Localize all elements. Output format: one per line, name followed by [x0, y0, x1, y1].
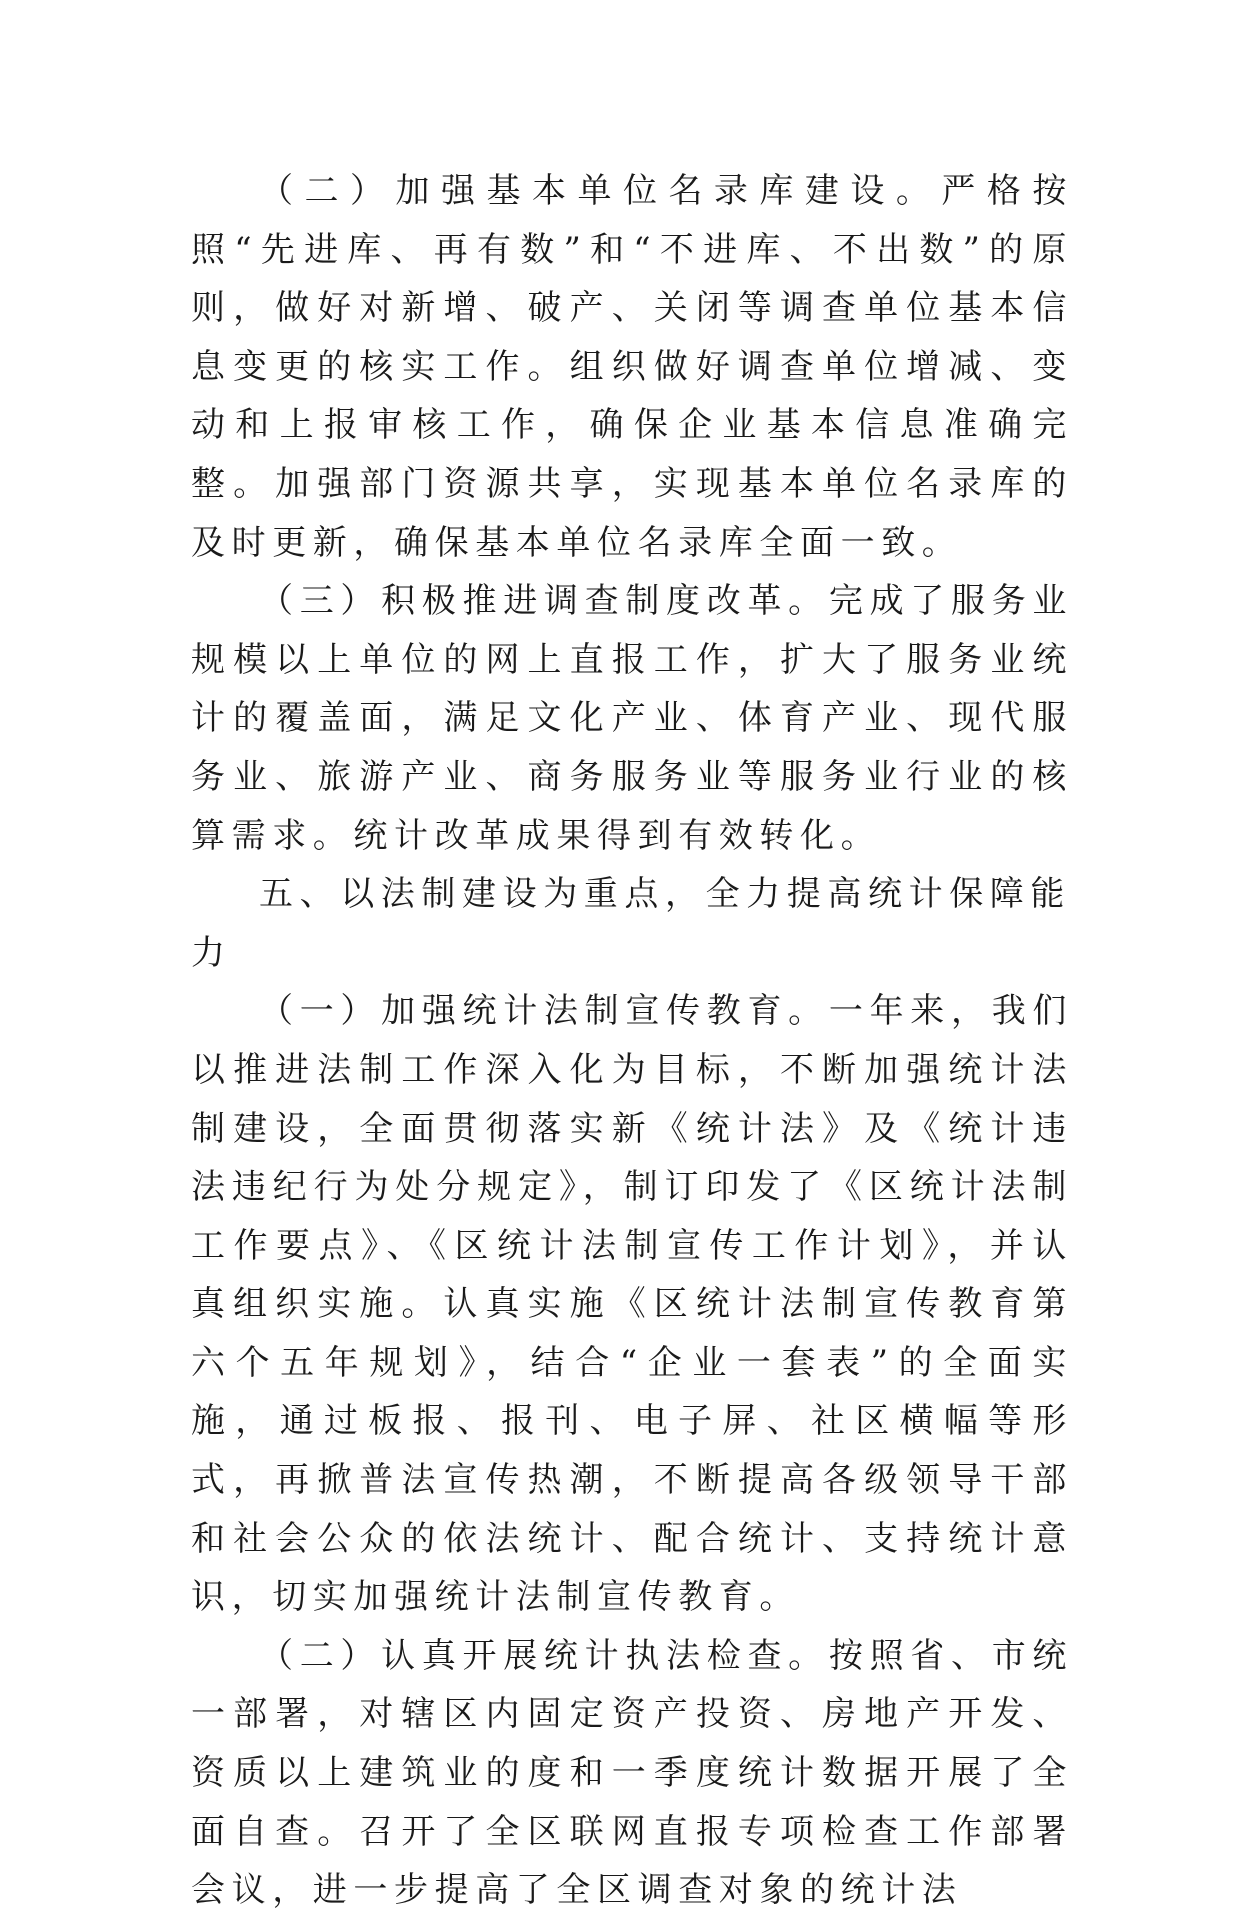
paragraph-law-enforcement: （二）认真开展统计执法检查。按照省、市统一部署，对辖区内固定资产投资、房地产开发、资质以上建筑业的度和一季度统计数据开展了全面自查。召开了全区联网直报专项检查工作部署会议，进一步提高了全区调查对象的统计法 [191, 1635, 1073, 1911]
paragraph-legal-education: （一）加强统计法制宣传教育。一年来，我们以推进法制工作深入化为目标，不断加强统计法制建设，全面贯彻落实新《统计法》及《统计违法违纪行为处分规定》，制订印发了《区统计法制工作要点》、《区统计法制宣传工作计划》，并认真组织实施。认真实施《区统计法制宣传教育第六个五年规划》，结合“企业一套表”的全面实施，通过板报、报刊、电子屏、社区横幅等形式，再掀普法宣传热潮，不断提高各级领导干部和社会公众的依法统计、配合统计、支持统计意识，切实加强统计法制宣传教育。 [191, 991, 1073, 1618]
section-heading-legal-construction: 五、以法制建设为重点，全力提高统计保障能力 [191, 874, 1071, 973]
paragraph-basic-unit-directory: （二）加强基本单位名录库建设。严格按照“先进库、再有数”和“不进库、不出数”的原则，做好对新增、破产、关闭等调查单位基本信息变更的核实工作。组织做好调查单位增减、变动和上报审核工作，确保企业基本信息准确完整。加强部门资源共享，实现基本单位名录库的及时更新，确保基本单位名录库全面一致。 [191, 171, 1073, 563]
document-page [191, 162, 1073, 1920]
paragraph-survey-reform: （三）积极推进调查制度改革。完成了服务业规模以上单位的网上直报工作，扩大了服务业统计的覆盖面，满足文化产业、体育产业、现代服务业、旅游产业、商务服务业等服务业行业的核算需求。统计改革成果得到有效转化。 [191, 581, 1073, 856]
